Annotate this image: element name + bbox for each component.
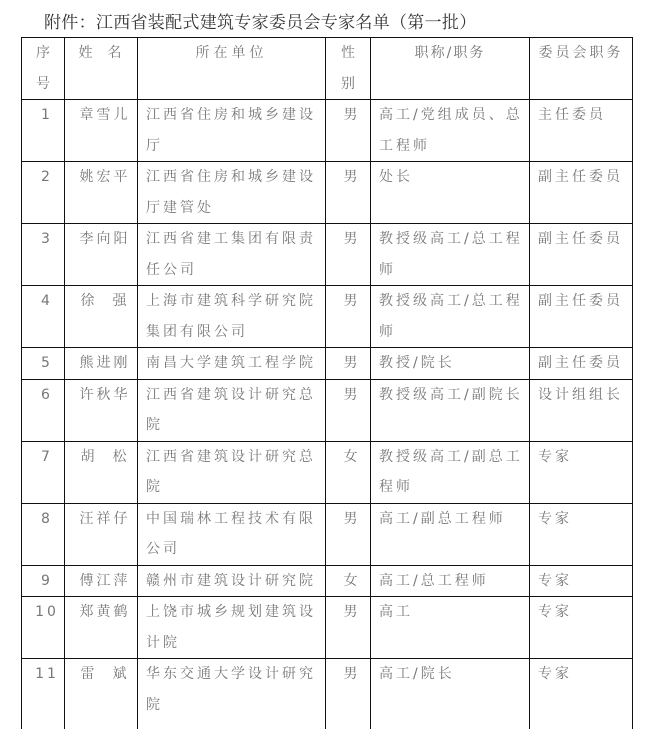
cell-title: 教授级高工/总工程师	[371, 286, 530, 348]
document-title: 附件：江西省装配式建筑专家委员会专家名单（第一批）	[44, 8, 477, 33]
cell-unit: 南昌大学建筑工程学院	[138, 348, 326, 380]
cell-no: 9	[22, 565, 65, 597]
cell-unit: 江西省住房和城乡建设厅建管处	[138, 162, 326, 224]
table-row	[22, 348, 633, 380]
cell-gender: 男	[326, 100, 371, 162]
cell-no: 2	[22, 162, 65, 224]
cell-gender: 男	[326, 659, 371, 729]
cell-gender: 男	[326, 286, 371, 348]
cell-committee-role: 设计组组长	[530, 379, 633, 441]
cell-no: 5	[22, 348, 65, 380]
cell-name: 李向阳	[65, 224, 138, 286]
cell-name: 姚宏平	[65, 162, 138, 224]
cell-committee-role: 副主任委员	[530, 162, 633, 224]
cell-unit: 江西省住房和城乡建设厅	[138, 100, 326, 162]
cell-no: 7	[22, 441, 65, 503]
cell-committee-role: 专家	[530, 565, 633, 597]
cell-unit: 赣州市建筑设计研究院	[138, 565, 326, 597]
cell-unit: 华东交通大学设计研究院	[138, 659, 326, 729]
header-gender: 性别	[326, 38, 371, 100]
table-row	[22, 286, 633, 348]
cell-name: 章雪儿	[65, 100, 138, 162]
header-unit: 所在单位	[138, 38, 326, 100]
cell-title: 教授级高工/总工程师	[371, 224, 530, 286]
table-row	[22, 597, 633, 659]
cell-gender: 男	[326, 503, 371, 565]
cell-committee-role: 专家	[530, 503, 633, 565]
cell-gender: 女	[326, 441, 371, 503]
cell-no: 11	[22, 659, 65, 729]
cell-title: 高工/院长	[371, 659, 530, 729]
cell-title: 教授级高工/副院长	[371, 379, 530, 441]
cell-unit: 中国瑞林工程技术有限公司	[138, 503, 326, 565]
table-row	[22, 441, 633, 503]
cell-no: 6	[22, 379, 65, 441]
header-name: 姓 名	[65, 38, 138, 100]
cell-title: 高工/总工程师	[371, 565, 530, 597]
cell-name: 郑黄鹤	[65, 597, 138, 659]
expert-roster-table	[21, 37, 633, 729]
cell-unit: 江西省建筑设计研究总院	[138, 379, 326, 441]
cell-committee-role: 专家	[530, 659, 633, 729]
cell-title: 处长	[371, 162, 530, 224]
cell-title: 高工	[371, 597, 530, 659]
cell-committee-role: 专家	[530, 441, 633, 503]
table-header-row	[22, 38, 633, 100]
header-committee-role: 委员会职务	[530, 38, 633, 100]
cell-no: 8	[22, 503, 65, 565]
cell-name: 熊进刚	[65, 348, 138, 380]
cell-title: 教授级高工/副总工程师	[371, 441, 530, 503]
header-title: 职称/职务	[371, 38, 530, 100]
cell-no: 4	[22, 286, 65, 348]
table-row	[22, 503, 633, 565]
header-no: 序号	[22, 38, 65, 100]
cell-gender: 男	[326, 162, 371, 224]
cell-unit: 江西省建工集团有限责任公司	[138, 224, 326, 286]
cell-committee-role: 专家	[530, 597, 633, 659]
cell-name: 徐 强	[65, 286, 138, 348]
cell-committee-role: 副主任委员	[530, 348, 633, 380]
cell-gender: 男	[326, 348, 371, 380]
cell-no: 3	[22, 224, 65, 286]
table-row	[22, 659, 633, 729]
table-row	[22, 565, 633, 597]
cell-unit: 上海市建筑科学研究院集团有限公司	[138, 286, 326, 348]
cell-name: 傅江萍	[65, 565, 138, 597]
cell-name: 雷 斌	[65, 659, 138, 729]
table-row	[22, 224, 633, 286]
cell-name: 胡 松	[65, 441, 138, 503]
cell-no: 10	[22, 597, 65, 659]
cell-committee-role: 副主任委员	[530, 224, 633, 286]
cell-name: 汪祥仔	[65, 503, 138, 565]
cell-title: 教授/院长	[371, 348, 530, 380]
cell-committee-role: 副主任委员	[530, 286, 633, 348]
cell-gender: 男	[326, 224, 371, 286]
cell-gender: 女	[326, 565, 371, 597]
cell-no: 1	[22, 100, 65, 162]
table-row	[22, 162, 633, 224]
cell-title: 高工/副总工程师	[371, 503, 530, 565]
cell-unit: 上饶市城乡规划建筑设计院	[138, 597, 326, 659]
cell-title: 高工/党组成员、总工程师	[371, 100, 530, 162]
table-row	[22, 379, 633, 441]
cell-gender: 男	[326, 597, 371, 659]
cell-name: 许秋华	[65, 379, 138, 441]
cell-committee-role: 主任委员	[530, 100, 633, 162]
cell-unit: 江西省建筑设计研究总院	[138, 441, 326, 503]
table-row	[22, 100, 633, 162]
cell-gender: 男	[326, 379, 371, 441]
